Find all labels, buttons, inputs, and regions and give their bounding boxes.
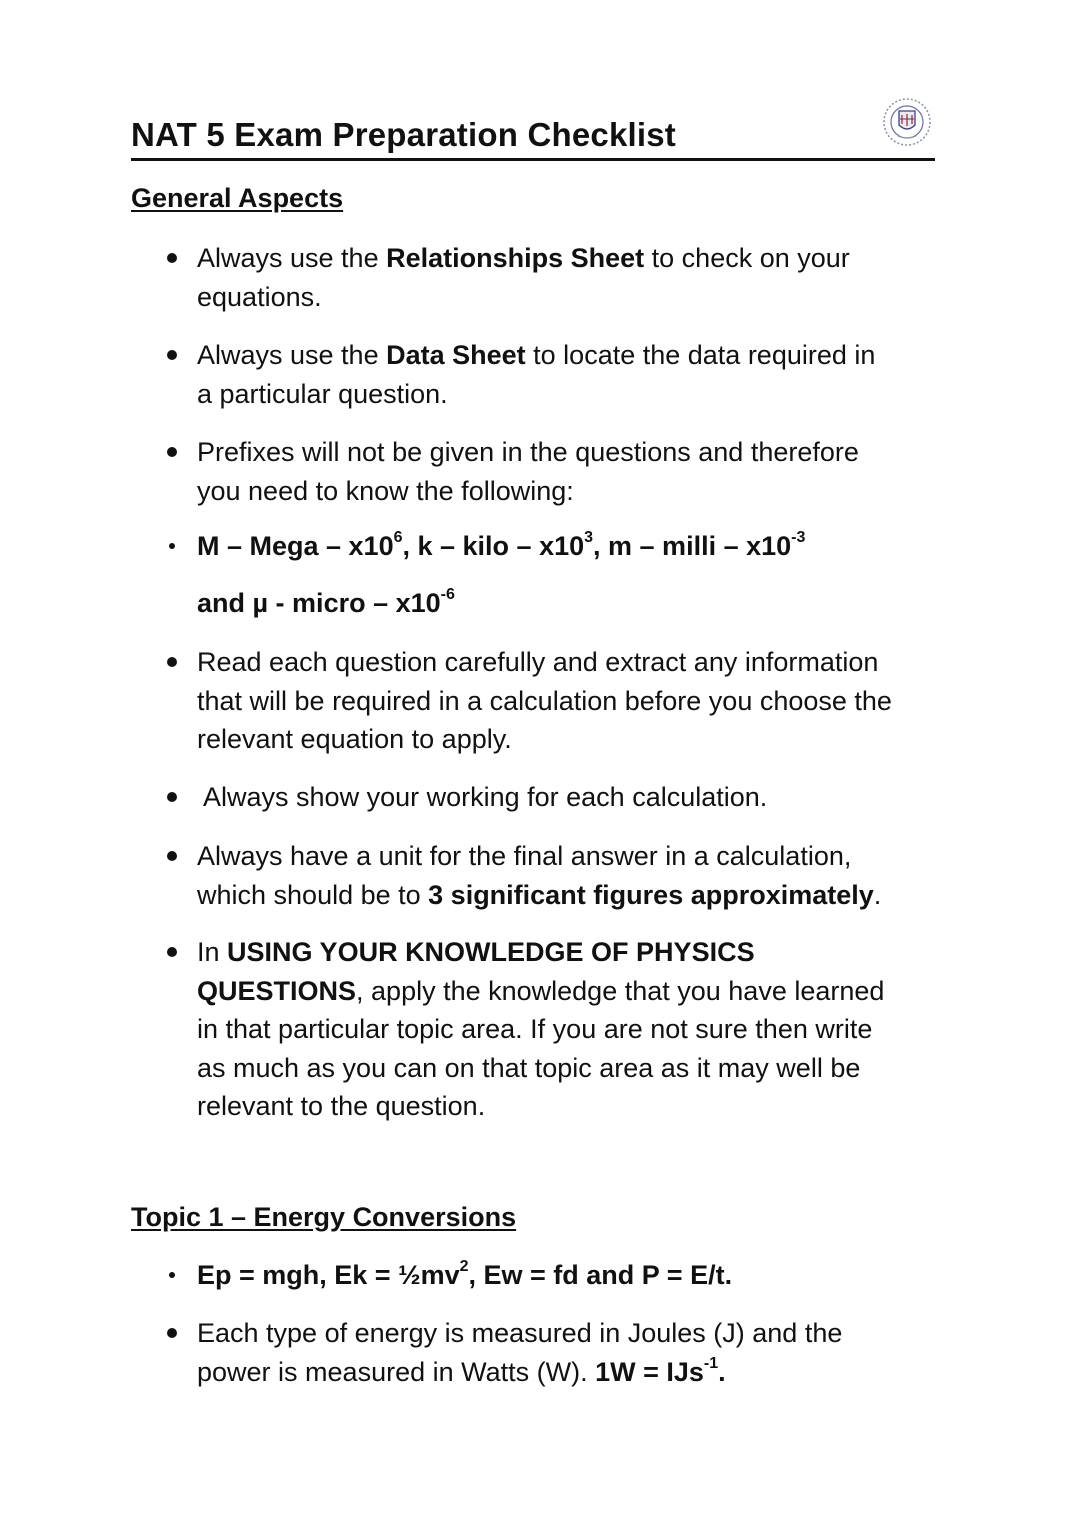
page-title: NAT 5 Exam Preparation Checklist <box>131 116 676 153</box>
topic-1-heading: Topic 1 – Energy Conversions <box>131 1202 517 1232</box>
list-item-read-question: Read each question carefully and extract any information that will be required in a calculation before you choose the relevant equation to apply. <box>160 643 950 759</box>
bullet-icon <box>167 851 177 861</box>
bullet-icon <box>169 1272 175 1278</box>
list-item-prefix-values: M – Mega – $x10^6$, k – kilo – $x10^3$, m – milli – $x10^{-3}$ and µ - micro – $x10^{-6}$ <box>160 527 950 622</box>
list-item-energy-units: Each type of energy is measured in Joules (J) and the power is measured in Watts (W). 1W = IJs$^{-1}$. <box>160 1314 950 1391</box>
general-aspects-heading: General Aspects <box>131 183 344 213</box>
list-item-energy-equations: Ep = mgh, $Ek = \frac{1}{2}mv^2$, Ew = fd and P = E/t. <box>160 1256 950 1295</box>
list-item-data-sheet: Always use the Data Sheet to locate the data required in a particular question. <box>160 336 950 413</box>
bullet-icon <box>167 792 177 802</box>
bullet-icon <box>167 657 177 667</box>
bullet-icon <box>167 253 177 263</box>
bullet-icon <box>167 947 177 957</box>
school-crest-logo <box>880 97 934 147</box>
bullet-icon <box>167 447 177 457</box>
list-item-prefixes: Prefixes will not be given in the questions and therefore you need to know the following: <box>160 433 950 510</box>
bullet-icon <box>167 350 177 360</box>
list-item-show-working: Always show your working for each calculation. <box>160 778 950 817</box>
bullet-icon <box>167 1328 177 1338</box>
list-item-using-knowledge: In USING YOUR KNOWLEDGE OF PHYSICS QUESTIONS, apply the knowledge that you have learned in that particular topic area. If you are not sure then write as much as you can on that topic area as it may well be relevant to the question. <box>160 933 950 1126</box>
list-item-relationships-sheet: Always use the Relationships Sheet to check on your equations. <box>160 239 950 316</box>
bullet-icon <box>169 543 175 549</box>
title-row <box>131 114 935 161</box>
list-item-unit-final-answer: Always have a unit for the final answer in a calculation, which should be to 3 significant figures approximately. <box>160 837 950 914</box>
